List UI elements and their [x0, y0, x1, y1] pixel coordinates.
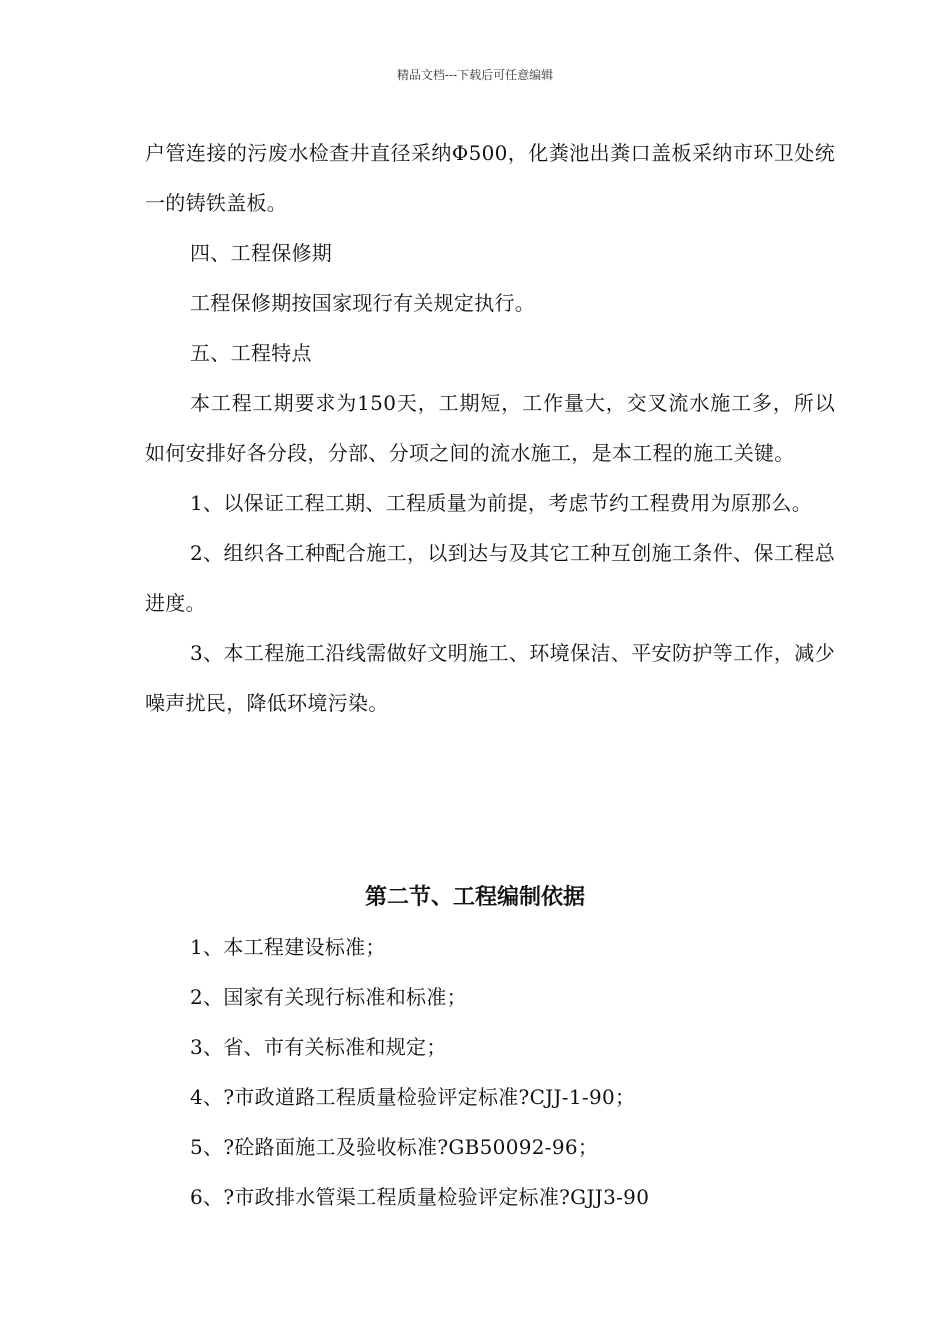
paragraph-features: 本工程工期要求为150天，工期短，工作量大，交叉流水施工多，所以如何安排好各分段，分部、分项之间的流水施工，是本工程的施工关键。	[145, 391, 835, 465]
body-text	[145, 128, 835, 728]
paragraph-point-3: 3、本工程施工沿线需做好文明施工、环境保洁、平安防护等工作，减少噪声扰民，降低环境污染。	[145, 641, 835, 715]
section-heading: 第二节、工程编制依据	[364, 885, 585, 910]
paragraph-continuation: 户管连接的污废水检查井直径采纳Φ500，化粪池出粪口盖板采纳市环卫处统一的铸铁盖板。	[145, 141, 835, 215]
basis-item: 5、?砼路面施工及验收标准?GB50092-96；	[190, 1135, 599, 1159]
basis-item: 2、国家有关现行标准和标准；	[190, 985, 467, 1009]
basis-item: 3、省、市有关标准和规定；	[190, 1035, 447, 1059]
page-header: 精品文档---下载后可任意编辑	[396, 68, 554, 82]
paragraph-point-1: 1、以保证工程工期、工程质量为前提，考虑节约工程费用为原那么。	[190, 491, 813, 515]
paragraph-warranty: 工程保修期按国家现行有关规定执行。	[190, 291, 536, 315]
basis-list	[145, 922, 835, 1222]
paragraph-point-2: 2、组织各工种配合施工，以到达与及其它工种互创施工条件、保工程总进度。	[145, 541, 835, 615]
subheading-warranty: 四、工程保修期	[190, 241, 333, 265]
basis-item: 6、?市政排水管渠工程质量检验评定标准?GJJ3-90	[190, 1185, 650, 1209]
basis-item: 4、?市政道路工程质量检验评定标准?CJJ-1-90；	[190, 1085, 636, 1109]
subheading-features: 五、工程特点	[190, 341, 312, 365]
basis-item: 1、本工程建设标准；	[190, 935, 386, 959]
